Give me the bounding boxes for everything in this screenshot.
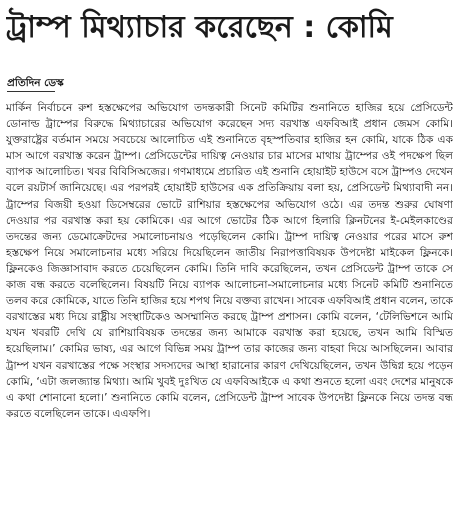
article-byline: প্রতিদিন ডেস্ক (7, 77, 64, 89)
article-headline: ট্রাম্প মিথ্যাচার করেছেন : কোমি (6, 10, 393, 45)
byline-underline (7, 91, 55, 92)
article-body: মার্কিন নির্বাচনে রুশ হস্তক্ষেপের অভিযোগ তদন্তকারী সিনেট কমিটির শুনানিতে হাজির হয়ে প্রেসিডেন্ট ডোনাল্ড ট্রাম্পের বিরুদ্ধে মিথ্যাচারের অভিযোগ করেছেন সদ্য বরখাস্ত এফবিআই প্রধান জেমস কোমি। যুক্তরাষ্ট্রের বর্তমান সময়ে সবচেয়ে আলোচিত এই শুনানিতে বৃহস্পতিবার হাজির হন কোমি, যাকে ঠিক এক মাস আগে বরখাস্ত করেন ট্রাম্প। প্রেসিডেন্টের দায়িত্ব নেওয়ার চার মাসের মাথায় ট্রাম্পের ওই পদক্ষেপ ছিল ব্যাপক আলোচিত। খবর বিবিসিঅজের। গণমাধ্যমে প্রচারিত এই শুনানি হোয়াইট হাউসে বসে ট্রাম্পও দেখেন বলে রয়টার্স জানিয়েছে। এর পরপরই হোয়াইট হাউসের এক প্রতিক্রিয়ায় বলা হয়, প্রেসিডেন্ট মিথ্যাবাদী নন। ট্রাম্পের বিজয়ী হওয়া ডিসেম্বরের ভোটে রাশিয়ার হস্তক্ষেপের অভিযোগ ওঠে। এর তদন্ত শুরুর ঘোষণা দেওয়ার পর বরখাস্ত করা হয় কোমিকে। এর আগে ভোটের ঠিক আগে হিলারি ক্লিনটনের ই-মেইলকাণ্ডের তদন্তের জন্য ডেমোক্রেটদের সমালোচনায়ও পড়েছিলেন কোমি। ট্রাম্প দায়িত্ব নেওয়ার পরের মাসে রুশ হস্তক্ষেপ নিয়ে সমালোচনার মধ্যে সরিয়ে দিয়েছিলেন জাতীয় নিরাপত্তাবিষয়ক উপদেষ্টা মাইকেল ফ্লিনকে। ফ্লিনকেও জিজ্ঞাসাবাদ করতে চেয়েছিলেন কোমি। তিনি দাবি করেছিলেন, তখন প্রেসিডেন্ট ট্রাম্প তাকে সে কাজ বন্ধ করতে বলেছিলেন। বিষয়টি নিয়ে ব্যাপক আলোচনা-সমালোচনার মধ্যে সিনেট কমিটি শুনানিতে তলব করে কোমিকে, যাতে তিনি হাজির হয়ে শপথ নিয়ে বক্তব্য রাখেন। সাবেক এফবিআই প্রধান বলেন, তাকে বরখাস্তের মধ্য দিয়ে রাষ্ট্রীয় সংস্থাটিকেও অসম্মানিত করছে ট্রাম্প প্রশাসন। কোমি বলেন, ‘টেলিভিশনে আমি যখন খবরটি দেখি যে রাশিয়াবিষয়ক তদন্তের জন্য আমাকে বরখাস্ত করা হয়েছে, তখন আমি বিস্মিত হয়েছিলাম।’ কোমির ভাষ্য, এর আগে বিভিন্ন সময় ট্রাম্প তার কাজের জন্য বাহবা দিয়ে আসছিলেন। আবার ট্রাম্প যখন বরখাস্তের পক্ষে সংস্থার সদস্যদের আস্থা হারানোর কারণ দেখিয়েছিলেন, তখন উদ্বিগ্ন হয়ে পড়েন কোমি, ‘এটা জলজ্যান্ত মিথ্যা। আমি খুবই দুঃখিত যে এফবিআইকে এ কথা শুনতে হলো এবং দেশের মানুষকে এ কথা শোনানো হলো।’ শুনানিতে কোমি বলেন, প্রেসিডেন্ট ট্রাম্প সাবেক উপদেষ্টা ফ্লিনকে নিয়ে তদন্ত বন্ধ করতে বলেছিলেন তাকে। এএফপি। (6, 102, 453, 420)
